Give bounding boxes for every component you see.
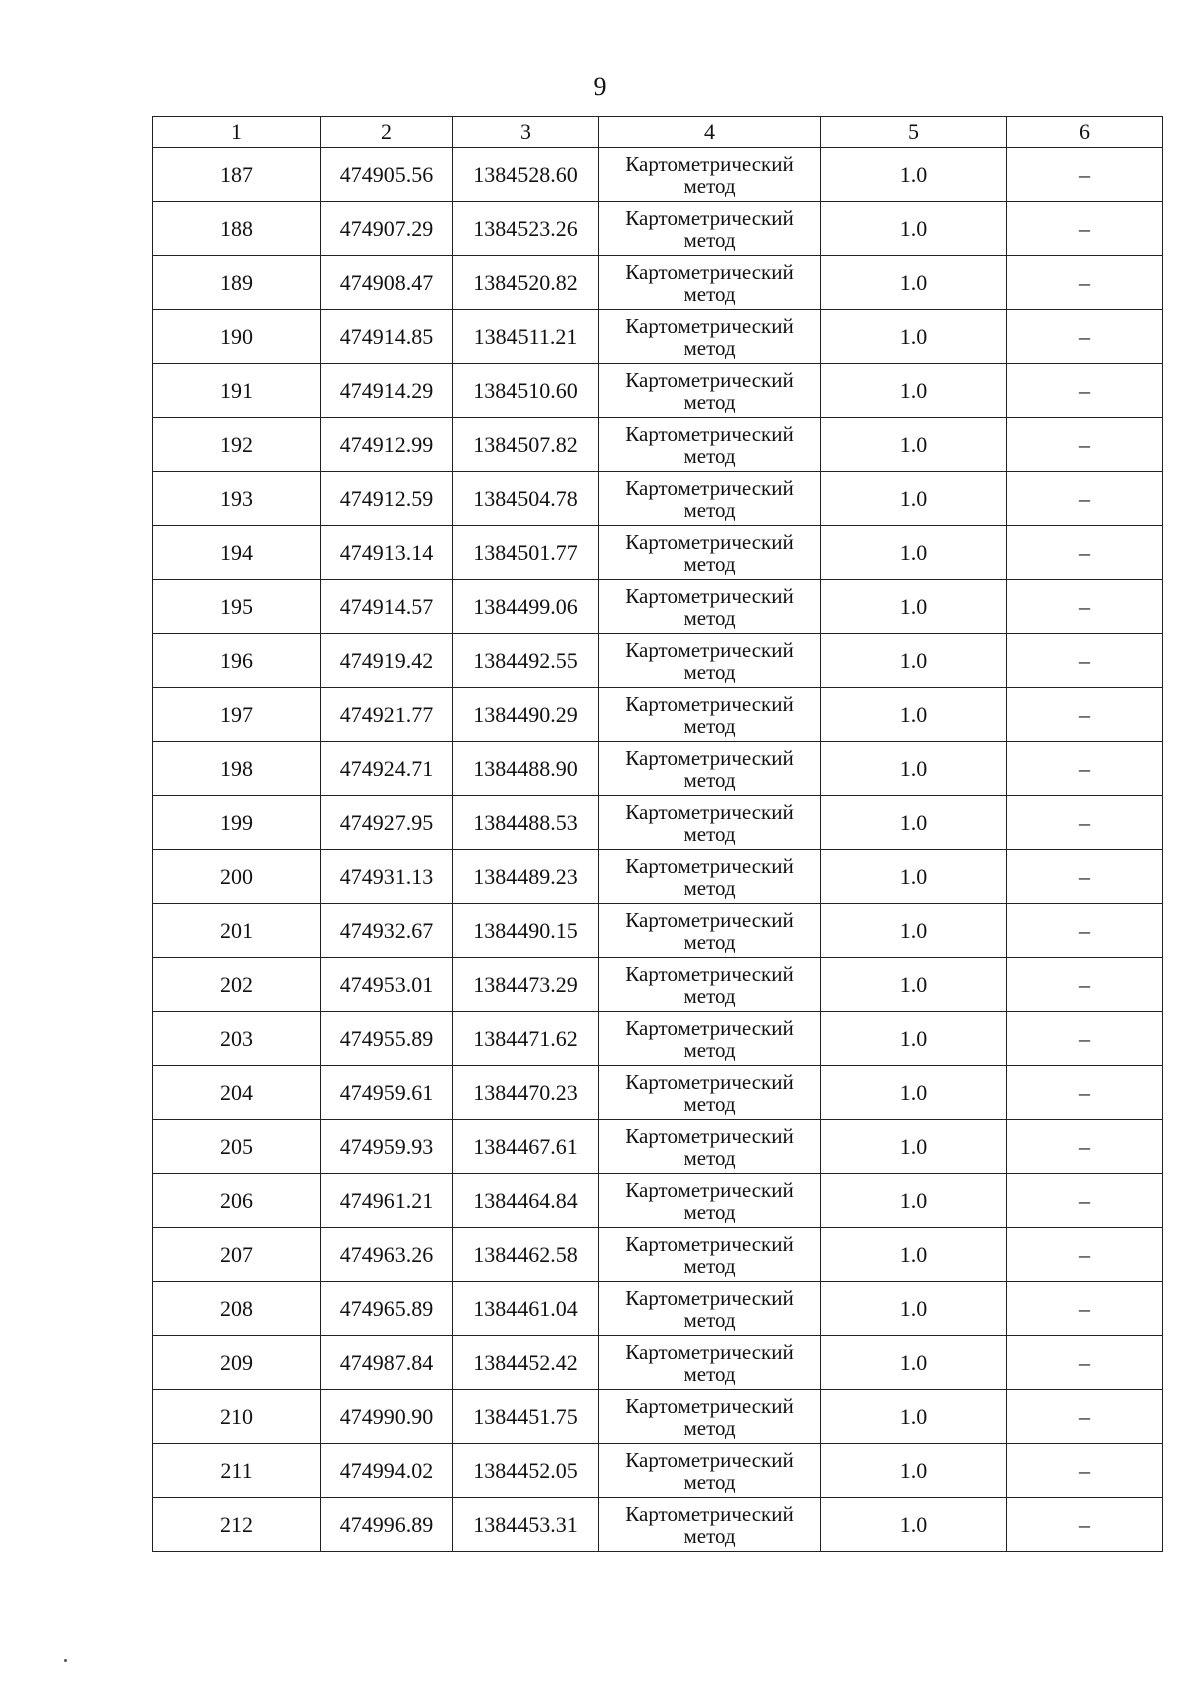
table-row <box>153 850 1163 904</box>
x-coordinate-cell: 474919.42 <box>321 634 453 688</box>
accuracy-cell: 1.0 <box>821 742 1007 796</box>
table-row <box>153 526 1163 580</box>
accuracy-cell: 1.0 <box>821 1390 1007 1444</box>
method-cell <box>599 1066 821 1120</box>
method-line-2: метод <box>683 1253 736 1278</box>
x-coordinate-cell: 474912.59 <box>321 472 453 526</box>
method-cell <box>599 850 821 904</box>
point-number-cell: 205 <box>153 1120 321 1174</box>
accuracy-cell: 1.0 <box>821 148 1007 202</box>
y-coordinate-cell: 1384489.23 <box>453 850 599 904</box>
method-line-2: метод <box>683 389 736 414</box>
method-line-1: Картометрический <box>625 853 794 878</box>
table-row <box>153 202 1163 256</box>
accuracy-cell: 1.0 <box>821 1228 1007 1282</box>
table-row <box>153 364 1163 418</box>
method-cell <box>599 1012 821 1066</box>
method-line-2: метод <box>683 1199 736 1224</box>
table-row <box>153 688 1163 742</box>
method-line-1: Картометрический <box>625 1339 794 1364</box>
method-line-1: Картометрический <box>625 475 794 500</box>
method-cell <box>599 472 821 526</box>
table-row <box>153 1390 1163 1444</box>
note-cell: – <box>1007 526 1163 580</box>
method-line-1: Картометрический <box>625 259 794 284</box>
method-cell <box>599 1120 821 1174</box>
y-coordinate-cell: 1384520.82 <box>453 256 599 310</box>
method-line-2: метод <box>683 929 736 954</box>
y-coordinate-cell: 1384464.84 <box>453 1174 599 1228</box>
table-row <box>153 310 1163 364</box>
method-line-2: метод <box>683 551 736 576</box>
point-number-cell: 189 <box>153 256 321 310</box>
accuracy-cell: 1.0 <box>821 796 1007 850</box>
note-cell: – <box>1007 634 1163 688</box>
accuracy-cell: 1.0 <box>821 202 1007 256</box>
point-number-cell: 187 <box>153 148 321 202</box>
method-line-1: Картометрический <box>625 1231 794 1256</box>
method-line-1: Картометрический <box>625 961 794 986</box>
method-line-2: метод <box>683 713 736 738</box>
method-line-2: метод <box>683 1523 736 1548</box>
note-cell: – <box>1007 1066 1163 1120</box>
note-cell: – <box>1007 1336 1163 1390</box>
x-coordinate-cell: 474924.71 <box>321 742 453 796</box>
point-number-cell: 188 <box>153 202 321 256</box>
table-row <box>153 958 1163 1012</box>
method-line-1: Картометрический <box>625 637 794 662</box>
x-coordinate-cell: 474963.26 <box>321 1228 453 1282</box>
coordinates-table <box>152 116 1163 1552</box>
note-cell: – <box>1007 580 1163 634</box>
column-header-5: 5 <box>821 117 1007 148</box>
point-number-cell: 200 <box>153 850 321 904</box>
method-cell <box>599 688 821 742</box>
point-number-cell: 190 <box>153 310 321 364</box>
method-line-2: метод <box>683 1469 736 1494</box>
table-row <box>153 796 1163 850</box>
point-number-cell: 202 <box>153 958 321 1012</box>
note-cell: – <box>1007 1498 1163 1552</box>
point-number-cell: 199 <box>153 796 321 850</box>
point-number-cell: 210 <box>153 1390 321 1444</box>
point-number-cell: 196 <box>153 634 321 688</box>
method-line-2: метод <box>683 443 736 468</box>
y-coordinate-cell: 1384453.31 <box>453 1498 599 1552</box>
point-number-cell: 197 <box>153 688 321 742</box>
x-coordinate-cell: 474914.57 <box>321 580 453 634</box>
method-cell <box>599 148 821 202</box>
y-coordinate-cell: 1384462.58 <box>453 1228 599 1282</box>
x-coordinate-cell: 474955.89 <box>321 1012 453 1066</box>
y-coordinate-cell: 1384499.06 <box>453 580 599 634</box>
column-header-2: 2 <box>321 117 453 148</box>
method-line-1: Картометрический <box>625 529 794 554</box>
table-row <box>153 256 1163 310</box>
method-line-2: метод <box>683 767 736 792</box>
accuracy-cell: 1.0 <box>821 904 1007 958</box>
x-coordinate-cell: 474931.13 <box>321 850 453 904</box>
method-cell <box>599 742 821 796</box>
accuracy-cell: 1.0 <box>821 472 1007 526</box>
y-coordinate-cell: 1384528.60 <box>453 148 599 202</box>
method-cell <box>599 1228 821 1282</box>
accuracy-cell: 1.0 <box>821 1498 1007 1552</box>
point-number-cell: 194 <box>153 526 321 580</box>
point-number-cell: 208 <box>153 1282 321 1336</box>
x-coordinate-cell: 474996.89 <box>321 1498 453 1552</box>
note-cell: – <box>1007 1012 1163 1066</box>
method-line-2: метод <box>683 983 736 1008</box>
scan-speck <box>64 1659 67 1662</box>
accuracy-cell: 1.0 <box>821 850 1007 904</box>
table-row <box>153 580 1163 634</box>
method-cell <box>599 364 821 418</box>
accuracy-cell: 1.0 <box>821 1120 1007 1174</box>
y-coordinate-cell: 1384510.60 <box>453 364 599 418</box>
method-line-1: Картометрический <box>625 1447 794 1472</box>
column-header-3: 3 <box>453 117 599 148</box>
table-row <box>153 1336 1163 1390</box>
table-row <box>153 1066 1163 1120</box>
point-number-cell: 192 <box>153 418 321 472</box>
column-header-4: 4 <box>599 117 821 148</box>
note-cell: – <box>1007 688 1163 742</box>
y-coordinate-cell: 1384470.23 <box>453 1066 599 1120</box>
y-coordinate-cell: 1384504.78 <box>453 472 599 526</box>
point-number-cell: 211 <box>153 1444 321 1498</box>
x-coordinate-cell: 474953.01 <box>321 958 453 1012</box>
x-coordinate-cell: 474927.95 <box>321 796 453 850</box>
note-cell: – <box>1007 904 1163 958</box>
note-cell: – <box>1007 310 1163 364</box>
point-number-cell: 206 <box>153 1174 321 1228</box>
method-line-1: Картометрический <box>625 691 794 716</box>
method-line-2: метод <box>683 335 736 360</box>
y-coordinate-cell: 1384452.05 <box>453 1444 599 1498</box>
method-line-1: Картометрический <box>625 367 794 392</box>
method-line-1: Картометрический <box>625 1177 794 1202</box>
y-coordinate-cell: 1384501.77 <box>453 526 599 580</box>
x-coordinate-cell: 474914.85 <box>321 310 453 364</box>
x-coordinate-cell: 474990.90 <box>321 1390 453 1444</box>
y-coordinate-cell: 1384471.62 <box>453 1012 599 1066</box>
method-cell <box>599 634 821 688</box>
table-row <box>153 742 1163 796</box>
accuracy-cell: 1.0 <box>821 256 1007 310</box>
method-cell <box>599 580 821 634</box>
y-coordinate-cell: 1384461.04 <box>453 1282 599 1336</box>
note-cell: – <box>1007 958 1163 1012</box>
table-row <box>153 418 1163 472</box>
method-cell <box>599 1174 821 1228</box>
note-cell: – <box>1007 202 1163 256</box>
x-coordinate-cell: 474905.56 <box>321 148 453 202</box>
x-coordinate-cell: 474912.99 <box>321 418 453 472</box>
column-header-1: 1 <box>153 117 321 148</box>
method-cell <box>599 796 821 850</box>
y-coordinate-cell: 1384511.21 <box>453 310 599 364</box>
x-coordinate-cell: 474965.89 <box>321 1282 453 1336</box>
method-line-2: метод <box>683 1037 736 1062</box>
x-coordinate-cell: 474907.29 <box>321 202 453 256</box>
x-coordinate-cell: 474932.67 <box>321 904 453 958</box>
point-number-cell: 191 <box>153 364 321 418</box>
method-line-2: метод <box>683 1145 736 1170</box>
method-cell <box>599 256 821 310</box>
x-coordinate-cell: 474961.21 <box>321 1174 453 1228</box>
method-line-2: метод <box>683 1415 736 1440</box>
note-cell: – <box>1007 796 1163 850</box>
note-cell: – <box>1007 742 1163 796</box>
method-line-1: Картометрический <box>625 1393 794 1418</box>
table-row <box>153 1174 1163 1228</box>
method-line-2: метод <box>683 497 736 522</box>
method-line-1: Картометрический <box>625 421 794 446</box>
note-cell: – <box>1007 1120 1163 1174</box>
accuracy-cell: 1.0 <box>821 580 1007 634</box>
x-coordinate-cell: 474913.14 <box>321 526 453 580</box>
method-line-1: Картометрический <box>625 1285 794 1310</box>
accuracy-cell: 1.0 <box>821 1066 1007 1120</box>
method-line-2: метод <box>683 1361 736 1386</box>
method-cell <box>599 1444 821 1498</box>
method-line-1: Картометрический <box>625 583 794 608</box>
accuracy-cell: 1.0 <box>821 1444 1007 1498</box>
method-line-1: Картометрический <box>625 1501 794 1526</box>
y-coordinate-cell: 1384488.90 <box>453 742 599 796</box>
note-cell: – <box>1007 364 1163 418</box>
method-line-1: Картометрический <box>625 205 794 230</box>
accuracy-cell: 1.0 <box>821 634 1007 688</box>
y-coordinate-cell: 1384467.61 <box>453 1120 599 1174</box>
table-row <box>153 1444 1163 1498</box>
note-cell: – <box>1007 850 1163 904</box>
method-line-1: Картометрический <box>625 1123 794 1148</box>
note-cell: – <box>1007 256 1163 310</box>
y-coordinate-cell: 1384507.82 <box>453 418 599 472</box>
method-line-2: метод <box>683 875 736 900</box>
method-line-1: Картометрический <box>625 313 794 338</box>
x-coordinate-cell: 474994.02 <box>321 1444 453 1498</box>
table-body <box>153 148 1163 1552</box>
method-cell <box>599 904 821 958</box>
point-number-cell: 209 <box>153 1336 321 1390</box>
x-coordinate-cell: 474987.84 <box>321 1336 453 1390</box>
y-coordinate-cell: 1384473.29 <box>453 958 599 1012</box>
table-row <box>153 634 1163 688</box>
table-row <box>153 1282 1163 1336</box>
point-number-cell: 207 <box>153 1228 321 1282</box>
point-number-cell: 212 <box>153 1498 321 1552</box>
x-coordinate-cell: 474921.77 <box>321 688 453 742</box>
x-coordinate-cell: 474914.29 <box>321 364 453 418</box>
point-number-cell: 204 <box>153 1066 321 1120</box>
point-number-cell: 195 <box>153 580 321 634</box>
method-cell <box>599 958 821 1012</box>
method-line-1: Картометрический <box>625 1069 794 1094</box>
table-row <box>153 472 1163 526</box>
note-cell: – <box>1007 148 1163 202</box>
y-coordinate-cell: 1384451.75 <box>453 1390 599 1444</box>
method-line-1: Картометрический <box>625 907 794 932</box>
note-cell: – <box>1007 472 1163 526</box>
accuracy-cell: 1.0 <box>821 1282 1007 1336</box>
method-cell <box>599 418 821 472</box>
method-line-2: метод <box>683 659 736 684</box>
page-number: 9 <box>593 72 607 101</box>
method-line-2: метод <box>683 1091 736 1116</box>
accuracy-cell: 1.0 <box>821 526 1007 580</box>
note-cell: – <box>1007 1174 1163 1228</box>
x-coordinate-cell: 474959.93 <box>321 1120 453 1174</box>
method-line-1: Картометрический <box>625 799 794 824</box>
note-cell: – <box>1007 1390 1163 1444</box>
method-line-2: метод <box>683 605 736 630</box>
table-row <box>153 1012 1163 1066</box>
y-coordinate-cell: 1384488.53 <box>453 796 599 850</box>
accuracy-cell: 1.0 <box>821 688 1007 742</box>
method-line-1: Картометрический <box>625 1015 794 1040</box>
table-row <box>153 1120 1163 1174</box>
point-number-cell: 198 <box>153 742 321 796</box>
method-line-1: Картометрический <box>625 745 794 770</box>
method-cell <box>599 1498 821 1552</box>
method-cell <box>599 1390 821 1444</box>
point-number-cell: 193 <box>153 472 321 526</box>
method-cell <box>599 1336 821 1390</box>
point-number-cell: 203 <box>153 1012 321 1066</box>
table-row <box>153 148 1163 202</box>
method-line-2: метод <box>683 227 736 252</box>
note-cell: – <box>1007 418 1163 472</box>
table-row <box>153 1498 1163 1552</box>
accuracy-cell: 1.0 <box>821 364 1007 418</box>
accuracy-cell: 1.0 <box>821 1174 1007 1228</box>
table-header-row <box>153 117 1163 148</box>
y-coordinate-cell: 1384452.42 <box>453 1336 599 1390</box>
method-cell <box>599 202 821 256</box>
method-line-1: Картометрический <box>625 151 794 176</box>
table-row <box>153 904 1163 958</box>
accuracy-cell: 1.0 <box>821 418 1007 472</box>
column-header-6: 6 <box>1007 117 1163 148</box>
method-cell <box>599 526 821 580</box>
y-coordinate-cell: 1384490.29 <box>453 688 599 742</box>
table-row <box>153 1228 1163 1282</box>
accuracy-cell: 1.0 <box>821 958 1007 1012</box>
method-line-2: метод <box>683 1307 736 1332</box>
x-coordinate-cell: 474959.61 <box>321 1066 453 1120</box>
x-coordinate-cell: 474908.47 <box>321 256 453 310</box>
y-coordinate-cell: 1384523.26 <box>453 202 599 256</box>
method-cell <box>599 1282 821 1336</box>
method-line-2: метод <box>683 281 736 306</box>
method-line-2: метод <box>683 173 736 198</box>
note-cell: – <box>1007 1228 1163 1282</box>
y-coordinate-cell: 1384492.55 <box>453 634 599 688</box>
accuracy-cell: 1.0 <box>821 1336 1007 1390</box>
method-cell <box>599 310 821 364</box>
accuracy-cell: 1.0 <box>821 1012 1007 1066</box>
point-number-cell: 201 <box>153 904 321 958</box>
accuracy-cell: 1.0 <box>821 310 1007 364</box>
method-line-2: метод <box>683 821 736 846</box>
note-cell: – <box>1007 1444 1163 1498</box>
note-cell: – <box>1007 1282 1163 1336</box>
y-coordinate-cell: 1384490.15 <box>453 904 599 958</box>
